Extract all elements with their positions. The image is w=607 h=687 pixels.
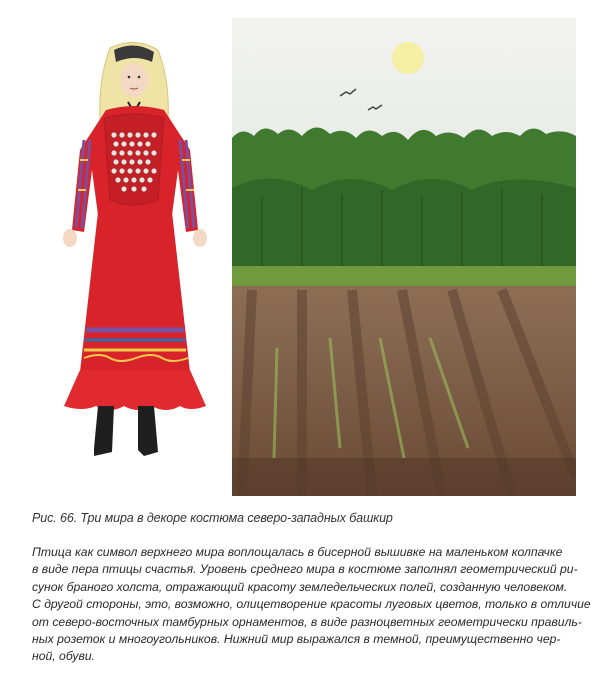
- body-line: в виде пера птицы счастья. Уровень среднего мира в костюме заполнял геометрический ри-: [32, 562, 578, 577]
- body-line: сунок браного холста, отражающий красоту земледельческих полей, созданную человеком.: [32, 579, 568, 594]
- skirt: [80, 212, 190, 372]
- figure-caption: Рис. 66. Три мира в декоре костюма северо-западных башкир: [32, 511, 393, 525]
- boots: [94, 406, 114, 456]
- frill: [64, 370, 206, 410]
- body-line: Птица как символ верхнего мира воплощалась в бисерной вышивке на маленьком колпачке: [32, 545, 563, 559]
- costume-illustration: [40, 40, 230, 470]
- body-line: С другой стороны, это, возможно, олицетворение красоты луговых цветов, только в отличие: [32, 597, 591, 612]
- body-line: ной, обуви.: [32, 649, 96, 664]
- body-line: от северо-восточных тамбурных орнаментов, в виде разноцветных геометрически правиль-: [32, 614, 582, 629]
- landscape-painting: [232, 18, 576, 496]
- sun: [392, 42, 424, 74]
- body-line: ных розеток и многоугольников. Нижний мир выражался в темной, преимущественно чер-: [32, 632, 561, 647]
- face: [120, 63, 148, 97]
- body-paragraph: [32, 544, 592, 666]
